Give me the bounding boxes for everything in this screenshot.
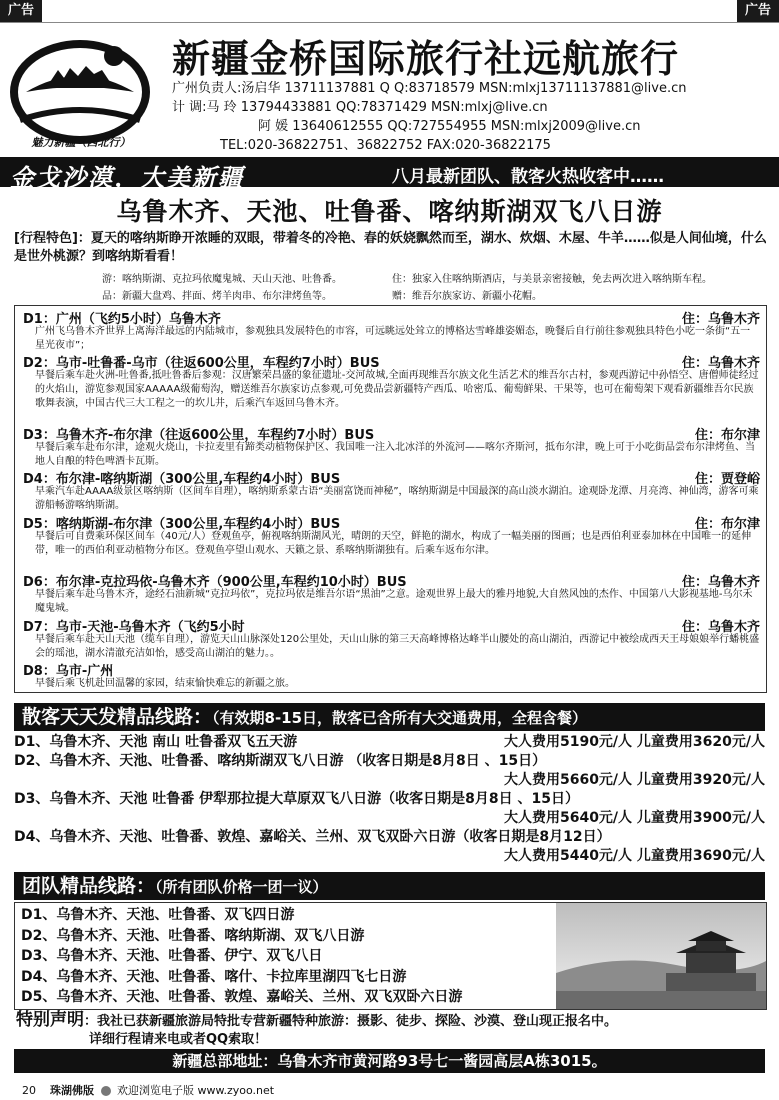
day-description: 早乘汽车赴AAAA级景区喀纳斯（区间车自理），喀纳斯系蒙古语“美丽富饶而神秘”，喀纳斯湖是中国最深的高山淡水湖泊。途观卧龙潭、月亮湾、神仙湾，游客可乘游船畅游喀纳斯湖。 — [35, 486, 759, 511]
contact-phone-fax: TEL:020-36822751、36822752 FAX:020-36822175 — [220, 138, 551, 153]
group-route: D1、乌鲁木齐、天池、吐鲁番、双飞四日游 — [21, 907, 295, 923]
route-row — [14, 733, 765, 752]
footer-dot-icon — [101, 1086, 111, 1096]
scatter-subtitle: （有效期8-15日，散客已含所有大交通费用，全程含餐） — [212, 709, 588, 727]
route-price: 大人费用5640元/人 儿童费用3900元/人 — [503, 810, 765, 826]
scatter-route-list — [14, 733, 765, 866]
sub-row — [102, 287, 542, 302]
day-stay: 住：乌鲁木齐 — [681, 575, 760, 590]
sub-row-b: 赠：维吾尔族家访、新疆小花帽。 — [392, 291, 542, 302]
scatter-section-title — [14, 703, 765, 731]
route-row — [14, 828, 765, 847]
itinerary-day — [23, 660, 760, 691]
group-section-title — [14, 872, 765, 900]
itinerary-day — [23, 513, 760, 558]
page-number: 20 — [22, 1084, 36, 1097]
itinerary-day — [23, 308, 760, 353]
itinerary-day — [23, 468, 760, 513]
day-description: 早餐后可自费乘环保区间车（40元/人）登观鱼亭，俯视喀纳斯湖风光，晴朗的天空，鲜艳的湖水，构成了一幅美丽的图画；也是西伯利亚泰加林在中国唯一的延伸带，唯一的西伯利亚动植物分布区。登观鱼亭望山观水、天籁之景、系喀纳斯湖独有。后乘车返布尔津。 — [35, 531, 752, 556]
day-heading: D2：乌市-吐鲁番-乌市（往返600公里，车程约7小时）BUS — [23, 356, 380, 371]
itinerary-day — [23, 571, 760, 616]
sub-row-a: 品：新疆大盘鸡、拌面、烤羊肉串、布尔津烤鱼等。 — [102, 291, 332, 302]
route-row — [14, 809, 765, 828]
scatter-title: 散客天天发精品线路： — [22, 706, 213, 728]
page-footer — [22, 1082, 274, 1098]
day-description: 早餐后乘车赴火洲-吐鲁番,抵吐鲁番后参观：汉唐繁荣昌盛的象征遗址-交河故城,全面再现维吾尔族文化生活艺术的维吾尔古村，参观西游记中孙悟空、唐僧师徒经过的火焰山，游览参观国家AAAAA级葡萄沟，赠送维吾尔族家访点参观,可免费品尝新疆特产西瓜、哈密瓜、葡萄鲜果、干果等，也可在葡萄架下观看新疆维吾尔民族歌舞表演，中国古代三大工程之一的坎儿井，后乘汽车返回乌鲁木齐。 — [35, 370, 759, 409]
notice-text: ：我社已获新疆旅游局特批专营新疆特种旅游：摄影、徒步、探险、沙漠、登山现正报名中。 — [84, 1014, 618, 1029]
feature-paragraph — [14, 230, 774, 266]
feature-label: [行程特色]： — [14, 231, 91, 246]
route-row — [14, 847, 765, 866]
group-subtitle: （所有团队价格一团一议） — [155, 878, 328, 896]
day-heading: D1：广州（飞约5小时）乌鲁木齐 — [23, 312, 221, 327]
contact-line: 计 调:马 玲 13794433881 QQ:78371429 MSN:mlxj@live.cn — [172, 100, 548, 115]
day-stay: 住：贾登峪 — [694, 472, 760, 487]
notice-text-line2: 详细行程请来电或者QQ索取！ — [89, 1032, 268, 1047]
day-heading: D4：布尔津-喀纳斯湖（300公里,车程约4小时）BUS — [23, 472, 341, 487]
group-route: D2、乌鲁木齐、天池、吐鲁番、喀纳斯湖、双飞八日游 — [21, 927, 365, 944]
day-stay: 住：乌鲁木齐 — [681, 312, 760, 327]
route-name: D1、乌鲁木齐、天池 南山 吐鲁番双飞五天游 — [14, 734, 298, 750]
notice-label: 特别声明 — [16, 1010, 84, 1030]
day-heading: D8：乌市-广州 — [23, 664, 114, 679]
footer-link[interactable]: 欢迎浏览电子版 www.zyoo.net — [117, 1084, 275, 1097]
route-row — [14, 771, 765, 790]
sub-row-a: 游：喀纳斯湖、克拉玛依魔鬼城、天山天池、吐鲁番。 — [102, 274, 342, 285]
route-name: D3、乌鲁木齐、天池 吐鲁番 伊犁那拉提大草原双飞八日游（收客日期是8月8日 、15日） — [14, 791, 579, 807]
group-route-box — [14, 902, 767, 1010]
route-price: 大人费用5190元/人 儿童费用3620元/人 — [503, 734, 765, 750]
sub-row — [102, 270, 712, 285]
brand-name: 新疆金桥国际旅行社远航旅行 — [172, 36, 680, 81]
itinerary-day — [23, 424, 760, 469]
feature-text: 夏天的喀纳斯睁开浓睡的双眼，带着冬的冷艳、春的妖娆飘然而至，湖水、炊烟、木屋、牛羊……似是人间仙境，什么是世外桃源？到喀纳斯看看！ — [14, 231, 767, 264]
route-row — [14, 752, 765, 771]
day-description: 早餐后乘车赴天山天池（缆车自理），游览天山山脉深处120公里处，天山山脉的第三天高峰博格达峰半山腰处的高山湖泊，西游记中被绘成西天王母娘娘举行蟠桃盛会的瑶池，湖水清澈充洁如怡，感受高山湖泊的魅力。。 — [35, 634, 760, 659]
day-description: 早餐后乘车赴乌鲁木齐，途经石油新城“克拉玛依”，克拉玛依是维吾尔语“黑油”之意。途观世界上最大的雅丹地貌,大自然风蚀的杰作、中国第八大影视基地-乌尔禾魔鬼城。 — [35, 589, 753, 614]
day-stay: 住：乌鲁木齐 — [681, 356, 760, 371]
route-name: D2、乌鲁木齐、天池、吐鲁番、喀纳斯湖双飞八日游 （收客日期是8月8日 、15日） — [14, 753, 547, 769]
footer-brand: 珠湖佛版 — [50, 1084, 94, 1097]
itinerary-day — [23, 616, 760, 661]
slogan-left: 金戈沙漠，大美新疆 — [10, 163, 244, 192]
day-heading: D7：乌市-天池-乌鲁木齐（飞约5小时 — [23, 620, 245, 635]
group-route-list — [21, 905, 462, 1008]
slogan-right: 八月最新团队、散客火热收客中…… — [392, 167, 664, 187]
main-title: 乌鲁木齐、天池、吐鲁番、喀纳斯湖双飞八日游 — [116, 197, 663, 226]
contact-line: 广州负责人:汤启华 13711137881 Q Q:83718579 MSN:mlxj13711137881@live.cn — [172, 81, 687, 96]
day-description: 广州飞乌鲁木齐世界上离海洋最远的内陆城市，参观独具发展特色的市容，可远眺远处耸立的博格达雪峰雄姿媚态，晚餐后自行前往参观独具特色小吃一条街“五一星光夜市”； — [35, 326, 751, 351]
special-notice — [16, 1011, 776, 1049]
day-heading: D6：布尔津-克拉玛依-乌鲁木齐（900公里,车程约10小时）BUS — [23, 575, 407, 590]
contact-line: 阿 媛 13640612555 QQ:727554955 MSN:mlxj2009@live.cn — [258, 119, 641, 134]
route-price: 大人费用5660元/人 儿童费用3920元/人 — [503, 772, 765, 788]
hq-address-bar: 新疆总部地址：乌鲁木齐市黄河路93号七一酱园高层A栋3015。 — [14, 1049, 765, 1073]
sub-row-b: 住：独家入住喀纳斯酒店，与美景亲密接触，免去两次进入喀纳斯车程。 — [392, 274, 712, 285]
day-description: 早餐后乘飞机赴回温馨的家园，结束愉快难忘的新疆之旅。 — [35, 678, 295, 689]
day-description: 早餐后乘车赴布尔津，途观火烧山，卡拉麦里有蹄类动植物保护区、我国唯一注入北冰洋的外流河——喀尔齐斯河，抵布尔津，晚上可于小吃街品尝布尔津烤鱼、当地人自酿的特色啤酒卡瓦斯。 — [35, 442, 755, 467]
slogan-bar — [0, 157, 779, 192]
logo-caption: 魅力新疆（西北行） — [31, 136, 131, 149]
route-name: D4、乌鲁木齐、天池、吐鲁番、敦煌、嘉峪关、兰州、双飞双卧六日游（收客日期是8月12日） — [14, 829, 611, 845]
ad-tag-right: 广告 — [737, 0, 779, 22]
day-stay: 住：布尔津 — [694, 428, 760, 443]
day-heading: D3：乌鲁木齐-布尔津（往返600公里，车程约7小时）BUS — [23, 428, 375, 443]
jiayuguan-photo — [556, 903, 766, 1009]
top-divider — [0, 22, 779, 23]
day-stay: 住：乌鲁木齐 — [681, 620, 760, 635]
route-row — [14, 790, 765, 809]
day-stay: 住：布尔津 — [694, 517, 760, 532]
group-route: D3、乌鲁木齐、天池、吐鲁番、伊宁、双飞八日 — [21, 948, 323, 964]
day-heading: D5：喀纳斯湖-布尔津（300公里,车程约4小时）BUS — [23, 517, 341, 532]
group-route: D4、乌鲁木齐、天池、吐鲁番、喀什、卡拉库里湖四飞七日游 — [21, 968, 407, 985]
group-title: 团队精品线路： — [22, 875, 156, 897]
itinerary-box — [14, 305, 767, 693]
ad-tag-left: 广告 — [0, 0, 42, 22]
company-logo — [6, 30, 154, 150]
route-price: 大人费用5440元/人 儿童费用3690元/人 — [503, 848, 765, 864]
itinerary-day — [23, 352, 760, 411]
group-route: D5、乌鲁木齐、天池、吐鲁番、敦煌、嘉峪关、兰州、双飞双卧六日游 — [21, 989, 463, 1005]
